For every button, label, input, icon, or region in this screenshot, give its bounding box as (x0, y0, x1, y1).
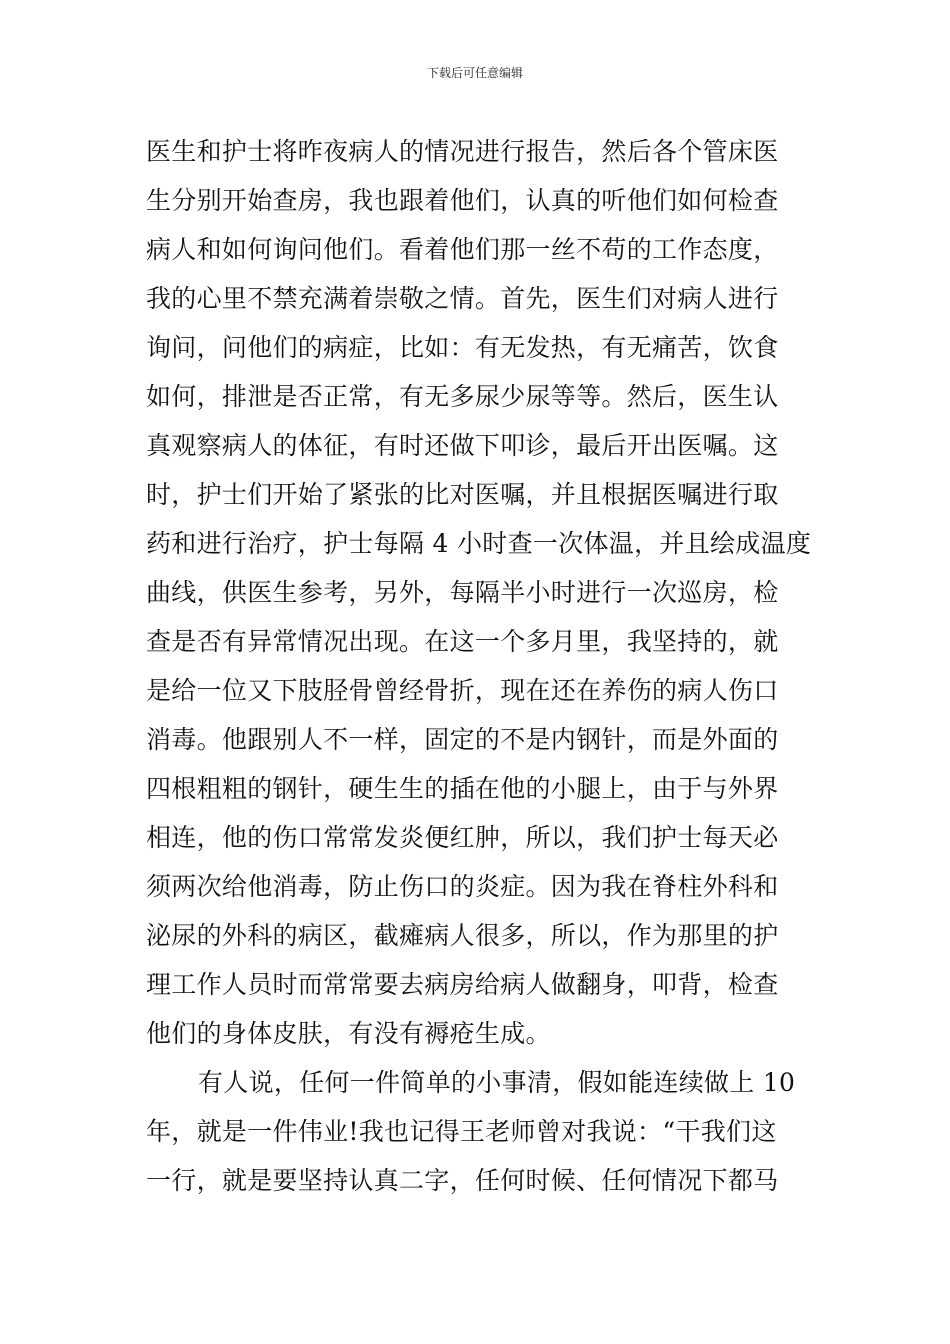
text-line: 须两次给他消毒，防止伤口的炎症。因为我在脊柱外科和 (146, 872, 779, 901)
page-header: 下载后可任意编辑 (426, 66, 523, 80)
paragraph-first-line: 有人说，任何一件简单的小事清，假如能连续做上 10 (198, 1068, 796, 1097)
text-line: 理工作人员时而常常要去病房给病人做翻身，叩背，检查 (146, 970, 779, 999)
text-line: 医生和护士将昨夜病人的情况进行报告，然后各个管床医 (146, 137, 779, 166)
text-line: 他们的身体皮肤，有没有褥疮生成。 (146, 1019, 551, 1048)
document-body (146, 127, 816, 1205)
text-line: 四根粗粗的钢针，硬生生的插在他的小腿上，由于与外界 (146, 774, 779, 803)
text-line: 询问，问他们的病症，比如：有无发热，有无痛苦，饮食 (146, 333, 779, 362)
text-line: 消毒。他跟别人不一样，固定的不是内钢针，而是外面的 (146, 725, 779, 754)
text-line: 病人和如何询问他们。看着他们那一丝不苟的工作态度， (146, 235, 779, 264)
text-line: 药和进行治疗，护士每隔 4 小时查一次体温，并且绘成温度 (146, 529, 812, 558)
text-line: 真观察病人的体征，有时还做下叩诊，最后开出医嘱。这 (146, 431, 779, 460)
text-line: 生分别开始查房，我也跟着他们，认真的听他们如何检查 (146, 186, 779, 215)
text-line: 曲线，供医生参考，另外，每隔半小时进行一次巡房，检 (146, 578, 779, 607)
text-line: 泌尿的外科的病区，截瘫病人很多，所以，作为那里的护 (146, 921, 779, 950)
text-line: 一行，就是要坚持认真二字，任何时候、任何情况下都马 (146, 1166, 779, 1195)
text-line: 时，护士们开始了紧张的比对医嘱，并且根据医嘱进行取 (146, 480, 779, 509)
text-line: 是给一位又下肢胫骨曾经骨折，现在还在养伤的病人伤口 (146, 676, 779, 705)
text-line: 年，就是一件伟业!我也记得王老师曾对我说：“干我们这 (146, 1117, 777, 1146)
text-line: 如何，排泄是否正常，有无多尿少尿等等。然后，医生认 (146, 382, 779, 411)
text-line: 我的心里不禁充满着崇敬之情。首先，医生们对病人进行 (146, 284, 779, 313)
text-line: 查是否有异常情况出现。在这一个多月里，我坚持的，就 (146, 627, 779, 656)
text-line: 相连，他的伤口常常发炎便红肿，所以，我们护士每天必 (146, 823, 779, 852)
